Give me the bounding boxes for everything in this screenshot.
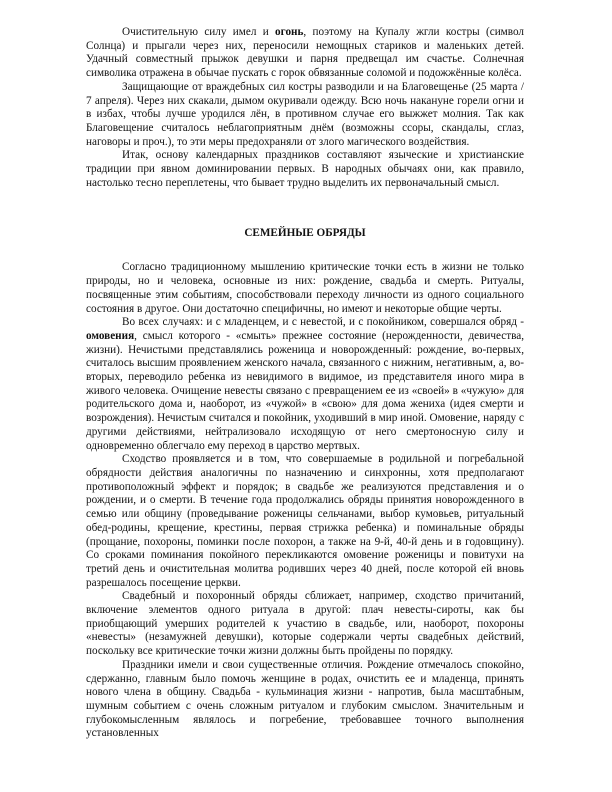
bold-term-ablution: омовения — [86, 329, 135, 342]
paragraph-ablution: Во всех случаях: и с младенцем, и с невестой, и с покойником, совершался обряд - омовения, смысл которого - «смыть» прежнее состояние (нерожденности, девичества, жизни). Нечистыми представлялись роженица и новорожденный: рождение, во-первых, считалось высшим проявлением женского начала, связанного с нижним, негативным, а, во-вторых, переводило ребенка из невидимого в видимое, из представителя иного мира в живого человека. Очищение невесты связано с превращением ее из «своей» в «чужую» для родительского дома и, наоборот, из «чужой» в «свою» для дома жениха (идея смерти и возрождения). Нечистым считался и покойник, уходивший в мир иной. Омовение, наряду с другими действиями, нейтрализовало исходящую от него смертоносную силу и одновременно облегчало ему переход в царство мертвых. — [86, 316, 524, 452]
paragraph-similarity: Сходство проявляется и в том, что совершаемые в родильной и погребальной обрядности действия аналогичны по назначению и синхронны, хотя предполагают противоположный эффект и порядок; в свадьбе же реализуются представления и о рождении, и о смерти. В течение года продолжались обряды принятия новорожденного в семью или общину (проведывание роженицы сельчанами, выбор кумовьев, ритуальный обед-родины, крещение, крестины, первая стрижка ребенка) и поминальные обряды (прощание, похороны, поминки после похорон, а также на 9-й, 40-й день и в годовщину). Со сроками поминания покойного перекликаются омовение роженицы и повитухи на третий день и очистительная молитва родивших через 40 дней, после которой ей вновь разрешалось посещение церкви. — [86, 453, 524, 589]
section-title: СЕМЕЙНЫЕ ОБРЯДЫ — [244, 227, 366, 240]
paragraph-differences: Праздники имели и свои существенные отличия. Рождение отмечалось спокойно, сдержанно, главным было помочь женщине в родах, очистить ее и младенца, принять нового члена в общину. Свадьба - кульминация жизни - напротив, была масштабным, шумным событием с очень сложным ритуалом и глубоким смыслом. Значительным и глубокомысленным являлось и погребение, требовавшее точного выполнения установленных — [86, 658, 524, 740]
document-page — [86, 26, 524, 741]
paragraph-conclusion: Итак, основу календарных праздников составляют языческие и христианские традиции при явном доминировании первых. В народных обычаях они, как правило, настолько тесно переплетены, что бывает трудно выделить их первоначальный смысл. — [86, 149, 524, 189]
paragraph-annunciation: Защищающие от враждебных сил костры разводили и на Благовещенье (25 марта / 7 апреля). Через них скакали, дымом окуривали одежду. Всю ночь накануне горели огни и в избах, чтобы лучше уродился лён, в противном случае его выжжет молния. Так как Благовещение считалось неблагоприятным днём (возможны ссоры, скандалы, сглаз, наговоры и проч.), то эти меры предохраняли от злого магического воздействия. — [86, 80, 524, 148]
bold-term-fire: огонь — [275, 26, 304, 38]
paragraph-critical-points: Согласно традиционному мышлению критические точки есть в жизни не только природы, но и человека, основные из них: рождение, свадьба и смерть. Ритуалы, посвященные этим событиям, способствовали переходу личности из одного социального состояния в другое. Они достаточно специфичны, но имеют и некоторые общие черты. — [86, 261, 524, 315]
paragraph-wedding-funeral: Свадебный и похоронный обряды сближает, например, сходство причитаний, включение элементов одного ритуала в другой: плач невесты-сироты, как бы приобщающий умерших родителей к участию в свадьбе, или, наоборот, похороны «невесты» (незамужней девушки), которые содержали черты свадебных действий, поскольку все критические точки жизни должны быть пройдены по порядку. — [86, 590, 524, 658]
paragraph-fire: Очистительную силу имел и огонь, поэтому на Купалу жгли костры (символ Солнца) и прыгали через них, переносили немощных стариков и маленьких детей. Удачный совместный прыжок девушки и парня предвещал им счастье. Солнечная символика отражена в обычае пускать с горок обвязанные соломой и подожжённые колёса. — [86, 26, 524, 80]
